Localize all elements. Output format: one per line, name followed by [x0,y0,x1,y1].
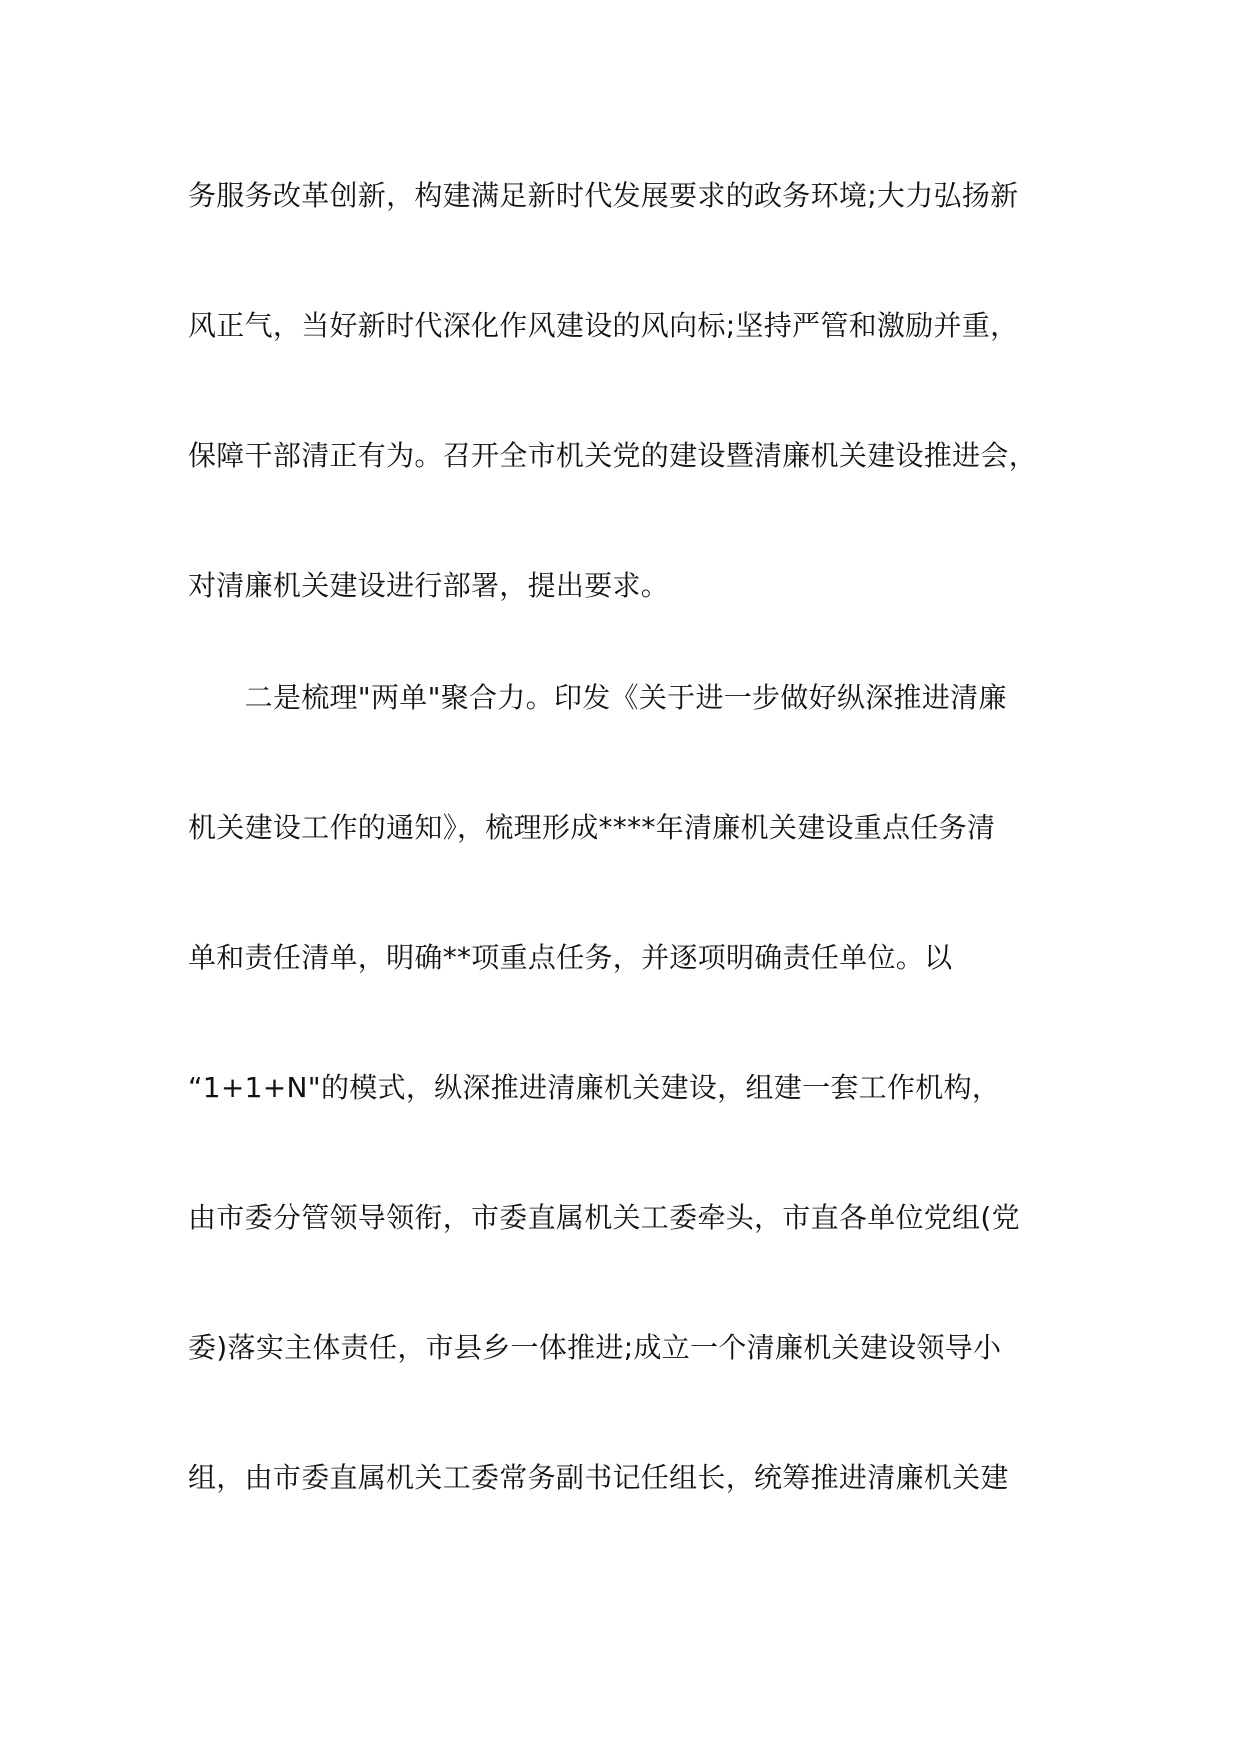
text-line-4: 对清廉机关建设进行部署，提出要求。 [188,569,670,602]
text-line-11: 组，由市委直属机关工委常务副书记任组长，统筹推进清廉机关建 [188,1461,1009,1494]
text-line-3: 保障干部清正有为。召开全市机关党的建设暨清廉机关建设推进会， [188,439,1038,472]
text-line-6: 机关建设工作的通知》，梳理形成****年清廉机关建设重点任务清 [188,811,996,844]
text-line-8: “1+1+N"的模式，纵深推进清廉机关建设，组建一套工作机构， [188,1071,1001,1104]
text-line-9: 由市委分管领导领衔，市委直属机关工委牵头，市直各单位党组(党 [188,1201,1020,1234]
text-line-5: 二是梳理"两单"聚合力。印发《关于进一步做好纵深推进清廉 [188,681,1007,714]
text-line-10: 委)落实主体责任，市县乡一体推进;成立一个清廉机关建设领导小 [188,1331,1002,1364]
text-line-2: 风正气，当好新时代深化作风建设的风向标;坚持严管和激励并重， [188,309,1019,342]
text-line-7: 单和责任清单，明确**项重点任务，并逐项明确责任单位。以 [188,941,953,974]
text-line-1: 务服务改革创新，构建满足新时代发展要求的政务环境;大力弘扬新 [188,179,1019,212]
